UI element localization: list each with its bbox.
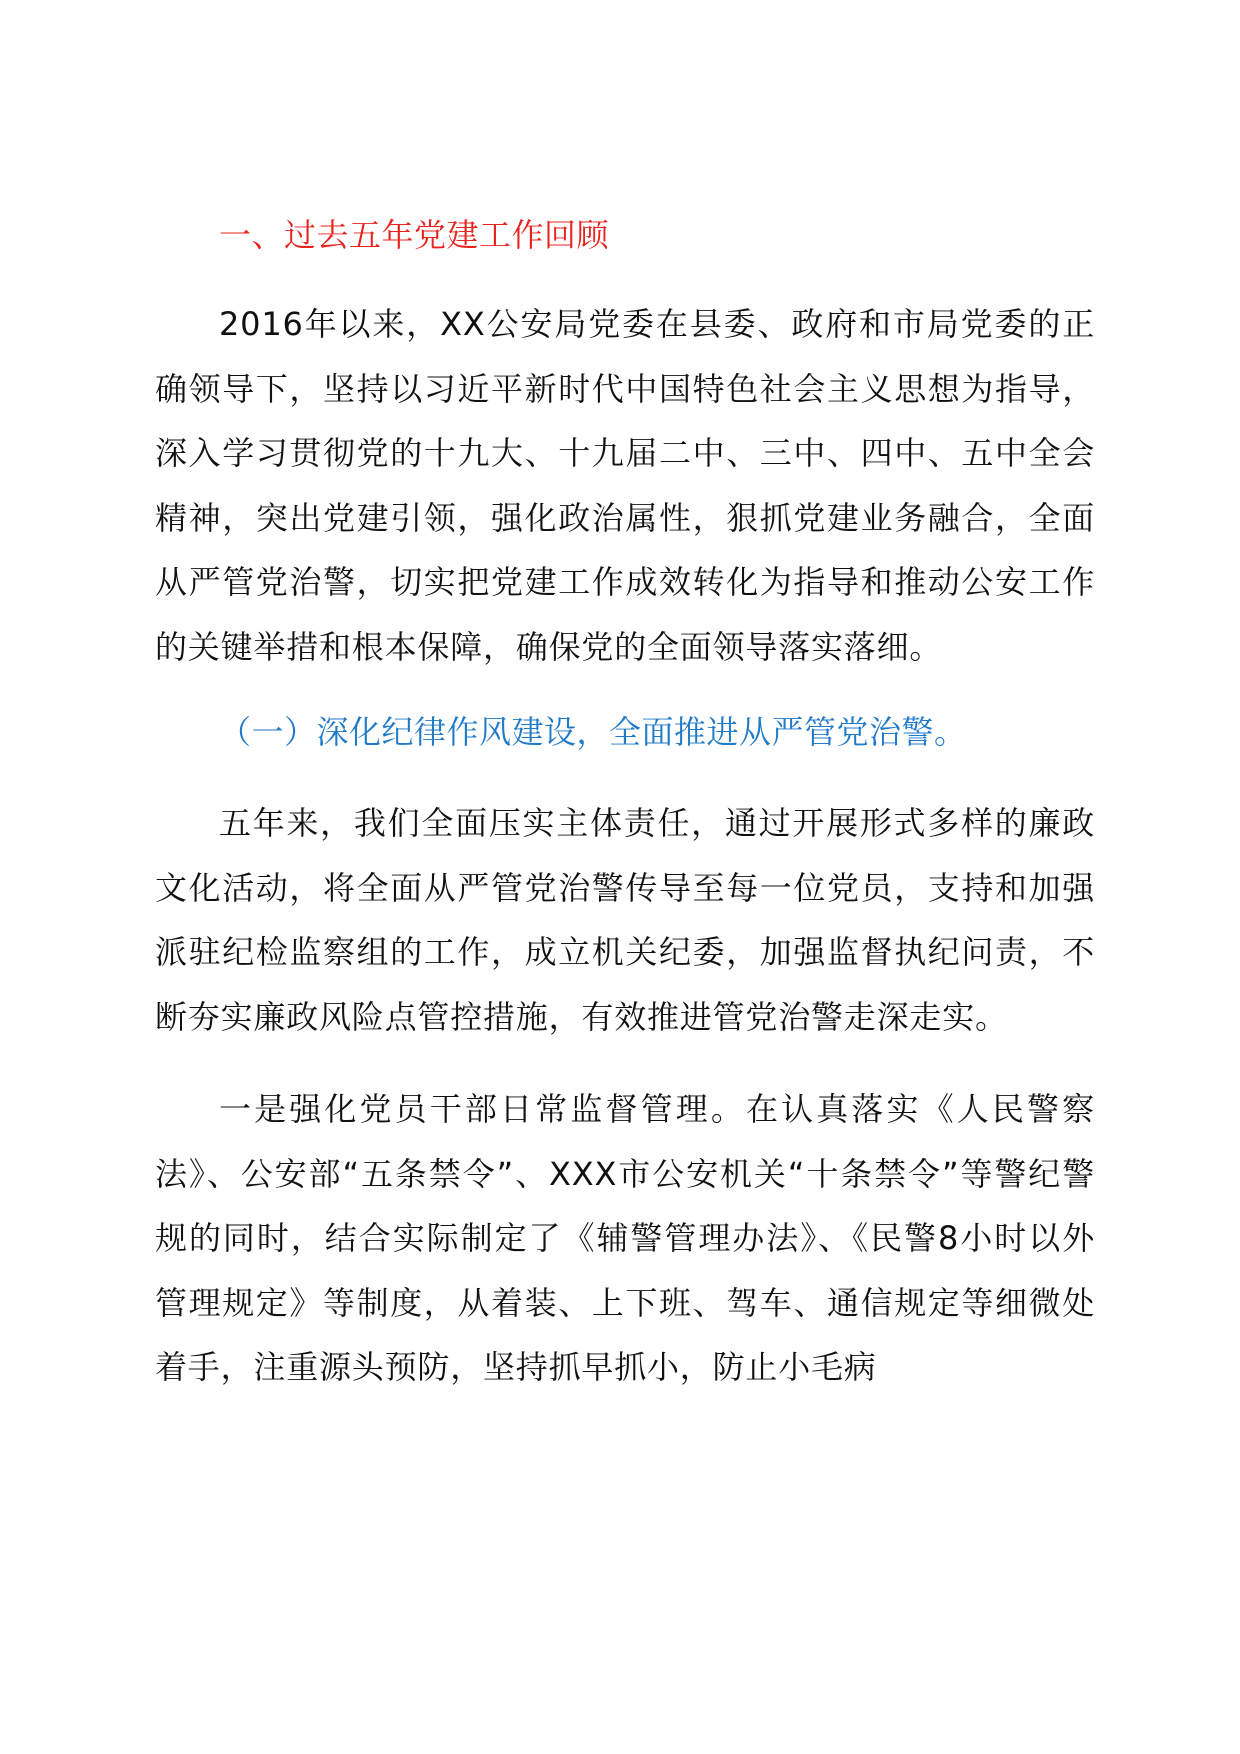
subsection-heading: （一）深化纪律作风建设，全面推进从严管党治警。 xyxy=(219,713,967,751)
section-heading: 一、过去五年党建工作回顾 xyxy=(219,216,610,254)
body-paragraph-supervision: 一是强化党员干部日常监督管理。在认真落实《人民警察法》、公安部“五条禁令”、XXX市公安机关“十条禁令”等警纪警规的同时，结合实际制定了《辅警管理办法》、《民警8小时以外管理规定》等制度，从着装、上下班、驾车、通信规定等细微处着手，注重源头预防，坚持抓早抓小，防止小毛病 xyxy=(155,1090,1095,1386)
document-page xyxy=(155,210,1095,1428)
body-paragraph-responsibility: 五年来，我们全面压实主体责任，通过开展形式多样的廉政文化活动，将全面从严管党治警传导至每一位党员，支持和加强派驻纪检监察组的工作，成立机关纪委，加强监督执纪问责，不断夯实廉政风险点管控措施，有效推进管党治警走深走实。 xyxy=(155,804,1095,1036)
intro-paragraph: 2016年以来，XX公安局党委在县委、政府和市局党委的正确领导下，坚持以习近平新时代中国特色社会主义思想为指导，深入学习贯彻党的十九大、十九届二中、三中、四中、五中全会精神，突出党建引领，强化政治属性，狠抓党建业务融合，全面从严管党治警，切实把党建工作成效转化为指导和推动公安工作的关键举措和根本保障，确保党的全面领导落实落细。 xyxy=(155,305,1095,666)
